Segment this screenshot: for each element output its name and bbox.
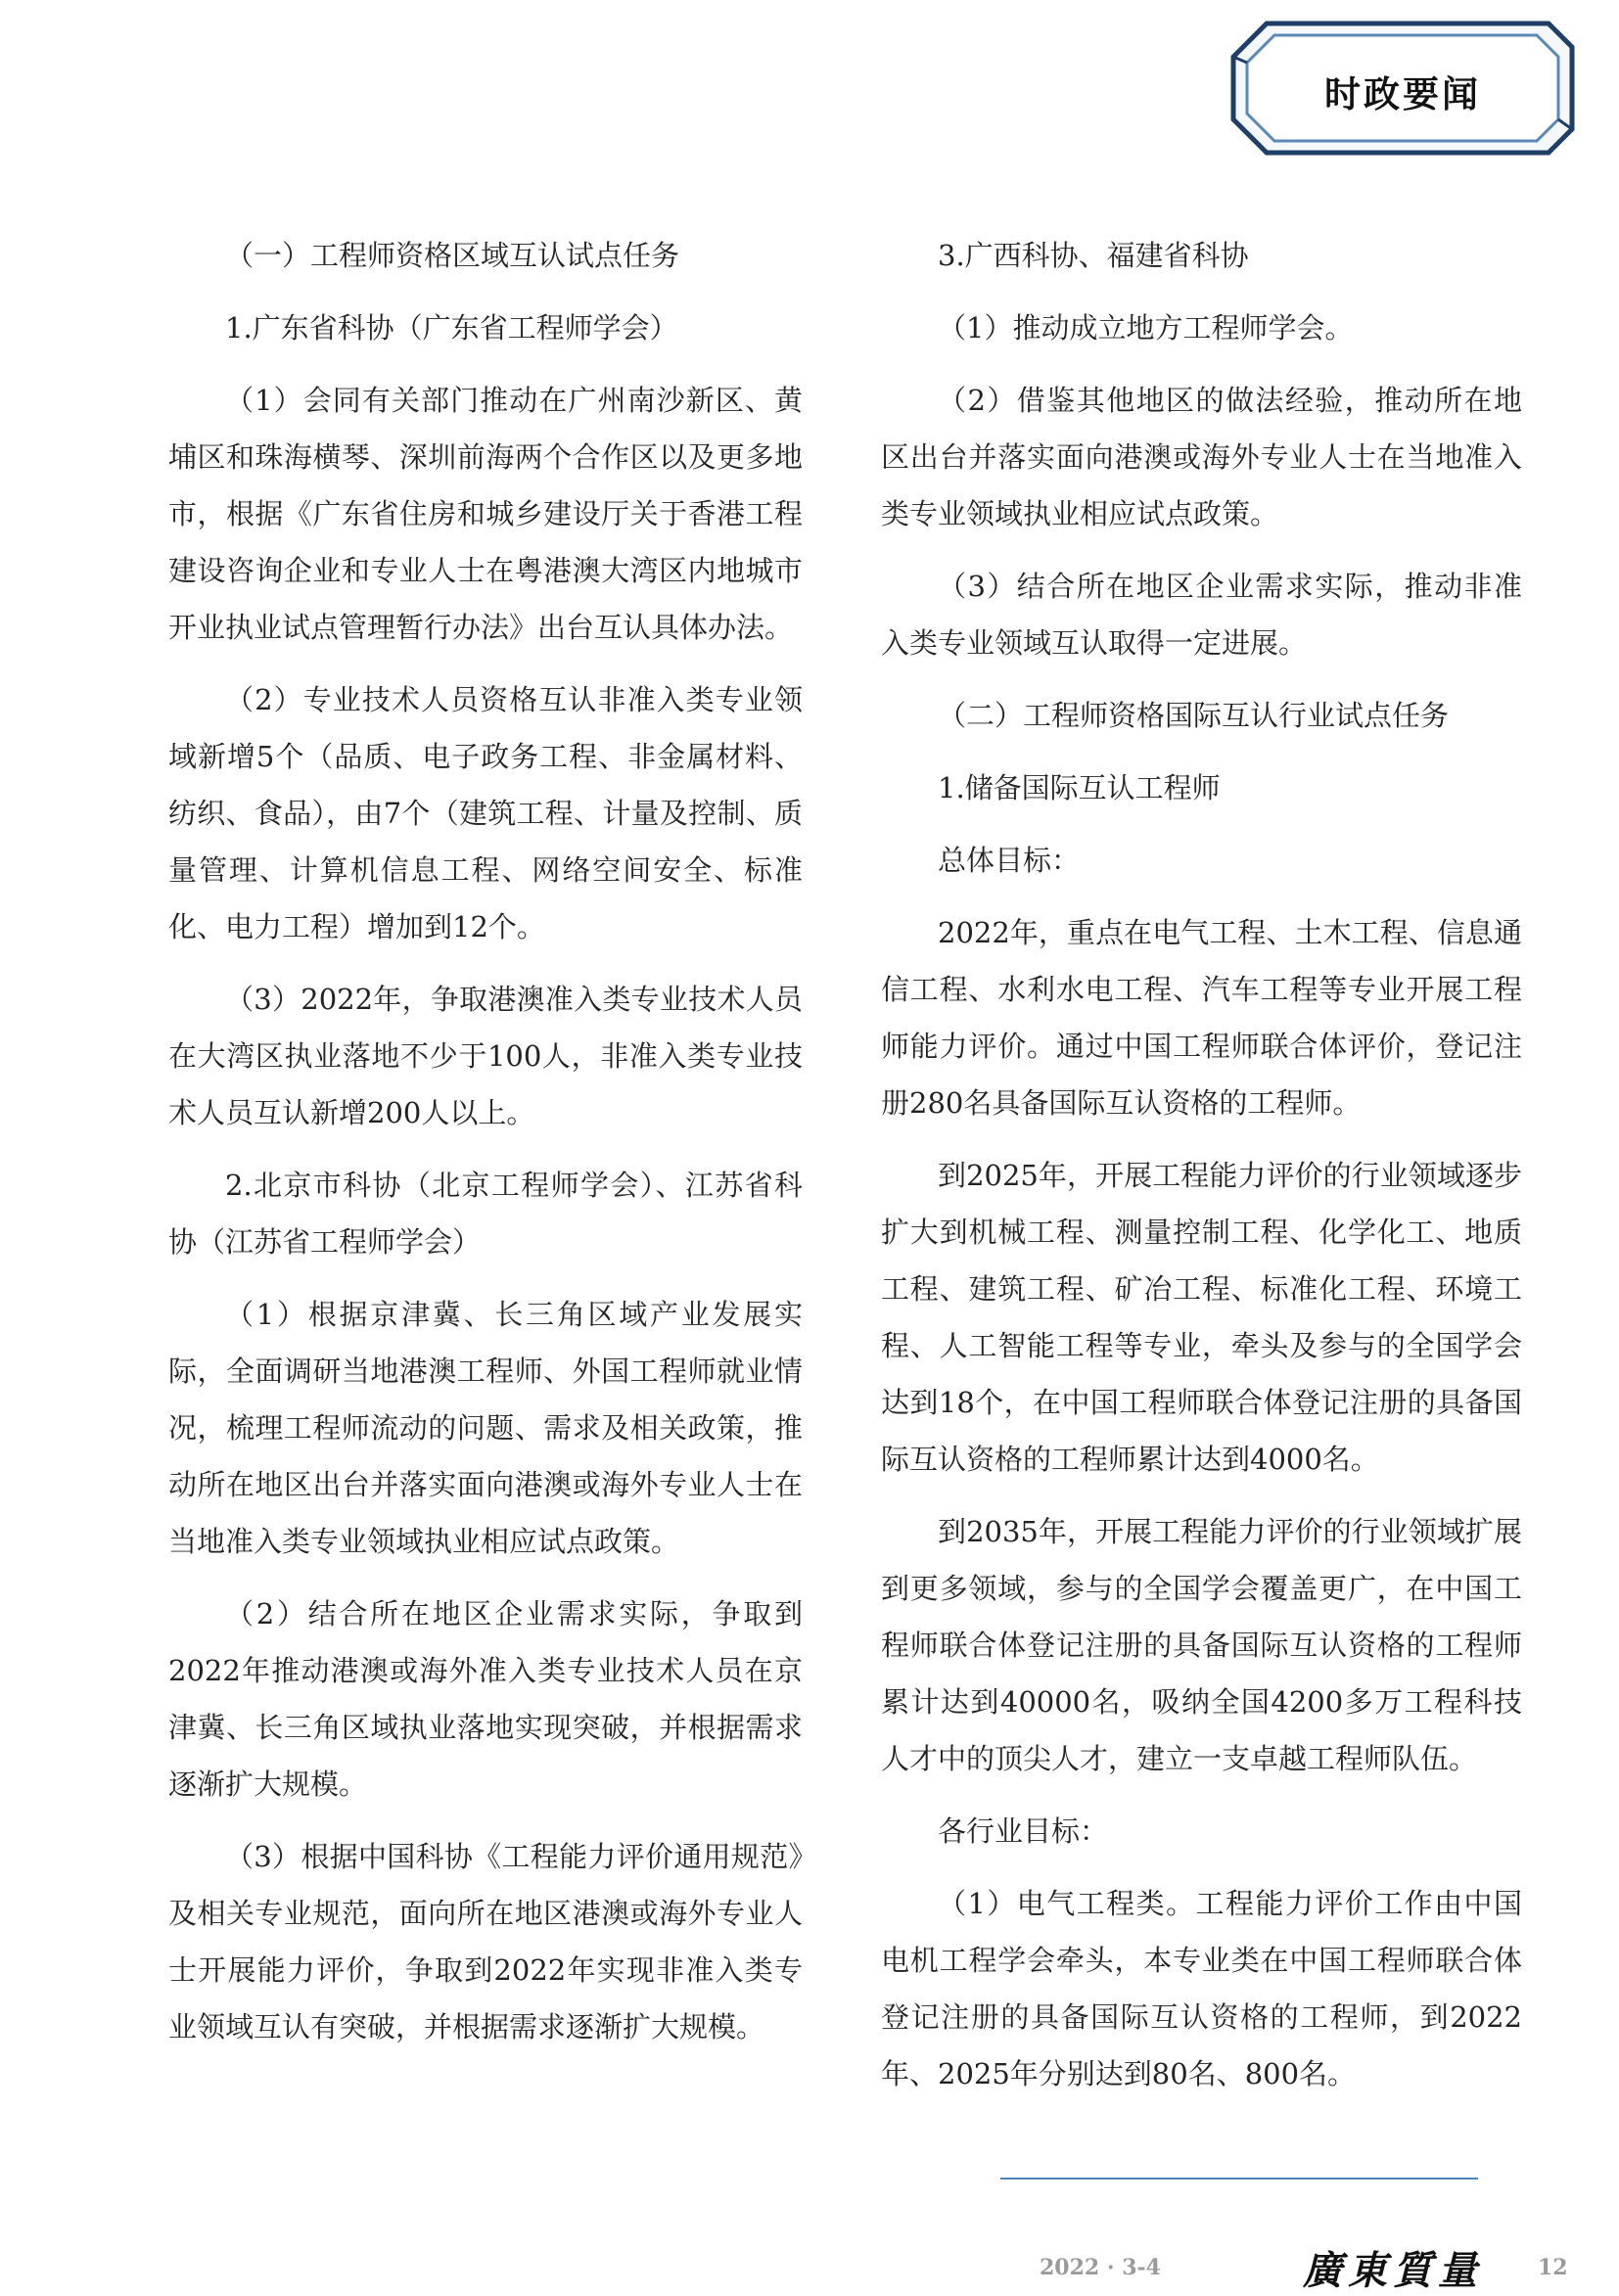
paragraph: （2）借鉴其他地区的做法经验，推动所在地区出台并落实面向港澳或海外专业人士在当地准入类专业领域执业相应试点政策。 (881, 384, 1522, 530)
paragraph: （1）根据京津冀、长三角区域产业发展实际，全面调研当地港澳工程师、外国工程师就业情况，梳理工程师流动的问题、需求及相关政策，推动所在地区出台并落实面向港澳或海外专业人士在当地准入类专业领域执业相应试点政策。 (168, 1298, 803, 1558)
paragraph: 2.北京市科协（北京工程师学会）、江苏省科协（江苏省工程师学会） (168, 1169, 803, 1259)
paragraph: （2）结合所在地区企业需求实际，争取到2022年推动港澳或海外准入类专业技术人员在京津冀、长三角区域执业落地实现突破，并根据需求逐渐扩大规模。 (168, 1597, 803, 1801)
paragraph: 1.广东省科协（广东省工程师学会） (225, 311, 678, 344)
paragraph: （二）工程师资格国际互认行业试点任务 (938, 699, 1450, 732)
paragraph: 到2035年，开展工程能力评价的行业领域扩展到更多领域，参与的全国学会覆盖更广，在中国工程师联合体登记注册的具备国际互认资格的工程师累计达到40000名，吸纳全国4200多万工程科技人才中的顶尖人才，建立一支卓越工程师队伍。 (881, 1515, 1522, 1775)
left-column (168, 227, 803, 2071)
page-number: 12 (1538, 2255, 1568, 2280)
paragraph: 1.储备国际互认工程师 (938, 771, 1221, 804)
paragraph: 各行业目标： (938, 1814, 1109, 1848)
paragraph: （3）结合所在地区企业需求实际，推动非准入类专业领域互认取得一定进展。 (881, 570, 1522, 660)
paragraph: （1）电气工程类。工程能力评价工作由中国电机工程学会牵头，本专业类在中国工程师联合体登记注册的具备国际互认资格的工程师，到2022年、2025年分别达到80名、800名。 (881, 1887, 1522, 2090)
paragraph: 3.广西科协、福建省科协 (938, 239, 1249, 272)
paragraph: （3）根据中国科协《工程能力评价通用规范》及相关专业规范，面向所在地区港澳或海外专业人士开展能力评价，争取到2022年实现非准入类专业领域互认有突破，并根据需求逐渐扩大规模。 (168, 1840, 803, 2043)
magazine-logo: 廣東質量 (1303, 2247, 1483, 2294)
paragraph: 2022年，重点在电气工程、土木工程、信息通信工程、水利水电工程、汽车工程等专业开展工程师能力评价。通过中国工程师联合体评价，登记注册280名具备国际互认资格的工程师。 (881, 916, 1522, 1120)
right-column (881, 227, 1522, 2118)
paragraph: （1）会同有关部门推动在广州南沙新区、黄埔区和珠海横琴、深圳前海两个合作区以及更多地市，根据《广东省住房和城乡建设厅关于香港工程建设咨询企业和专业人士在粤港澳大湾区内地城市开业执业试点管理暂行办法》出台互认具体办法。 (168, 384, 803, 644)
footer-rule (1000, 2178, 1478, 2180)
paragraph: （3）2022年，争取港澳准入类专业技术人员在大湾区执业落地不少于100人，非准入类专业技术人员互认新增200人以上。 (168, 983, 803, 1129)
paragraph: （1）推动成立地方工程师学会。 (938, 311, 1354, 344)
paragraph: （一）工程师资格区域互认试点任务 (225, 239, 680, 272)
issue-date: 2022 · 3-4 (1040, 2255, 1161, 2280)
paragraph: 到2025年，开展工程能力评价的行业领域逐步扩大到机械工程、测量控制工程、化学化工、地质工程、建筑工程、矿冶工程、标准化工程、环境工程、人工智能工程等专业，牵头及参与的全国学会达到18个，在中国工程师联合体登记注册的具备国际互认资格的工程师累计达到4000名。 (881, 1159, 1522, 1476)
paragraph: （2）专业技术人员资格互认非准入类专业领域新增5个（品质、电子政务工程、非金属材料、纺织、食品），由7个（建筑工程、计量及控制、质量管理、计算机信息工程、网络空间安全、标准化、电力工程）增加到12个。 (168, 683, 803, 943)
paragraph: 总体目标： (938, 844, 1081, 877)
section-badge (1229, 20, 1576, 157)
section-badge-label: 时政要闻 (1324, 73, 1481, 115)
